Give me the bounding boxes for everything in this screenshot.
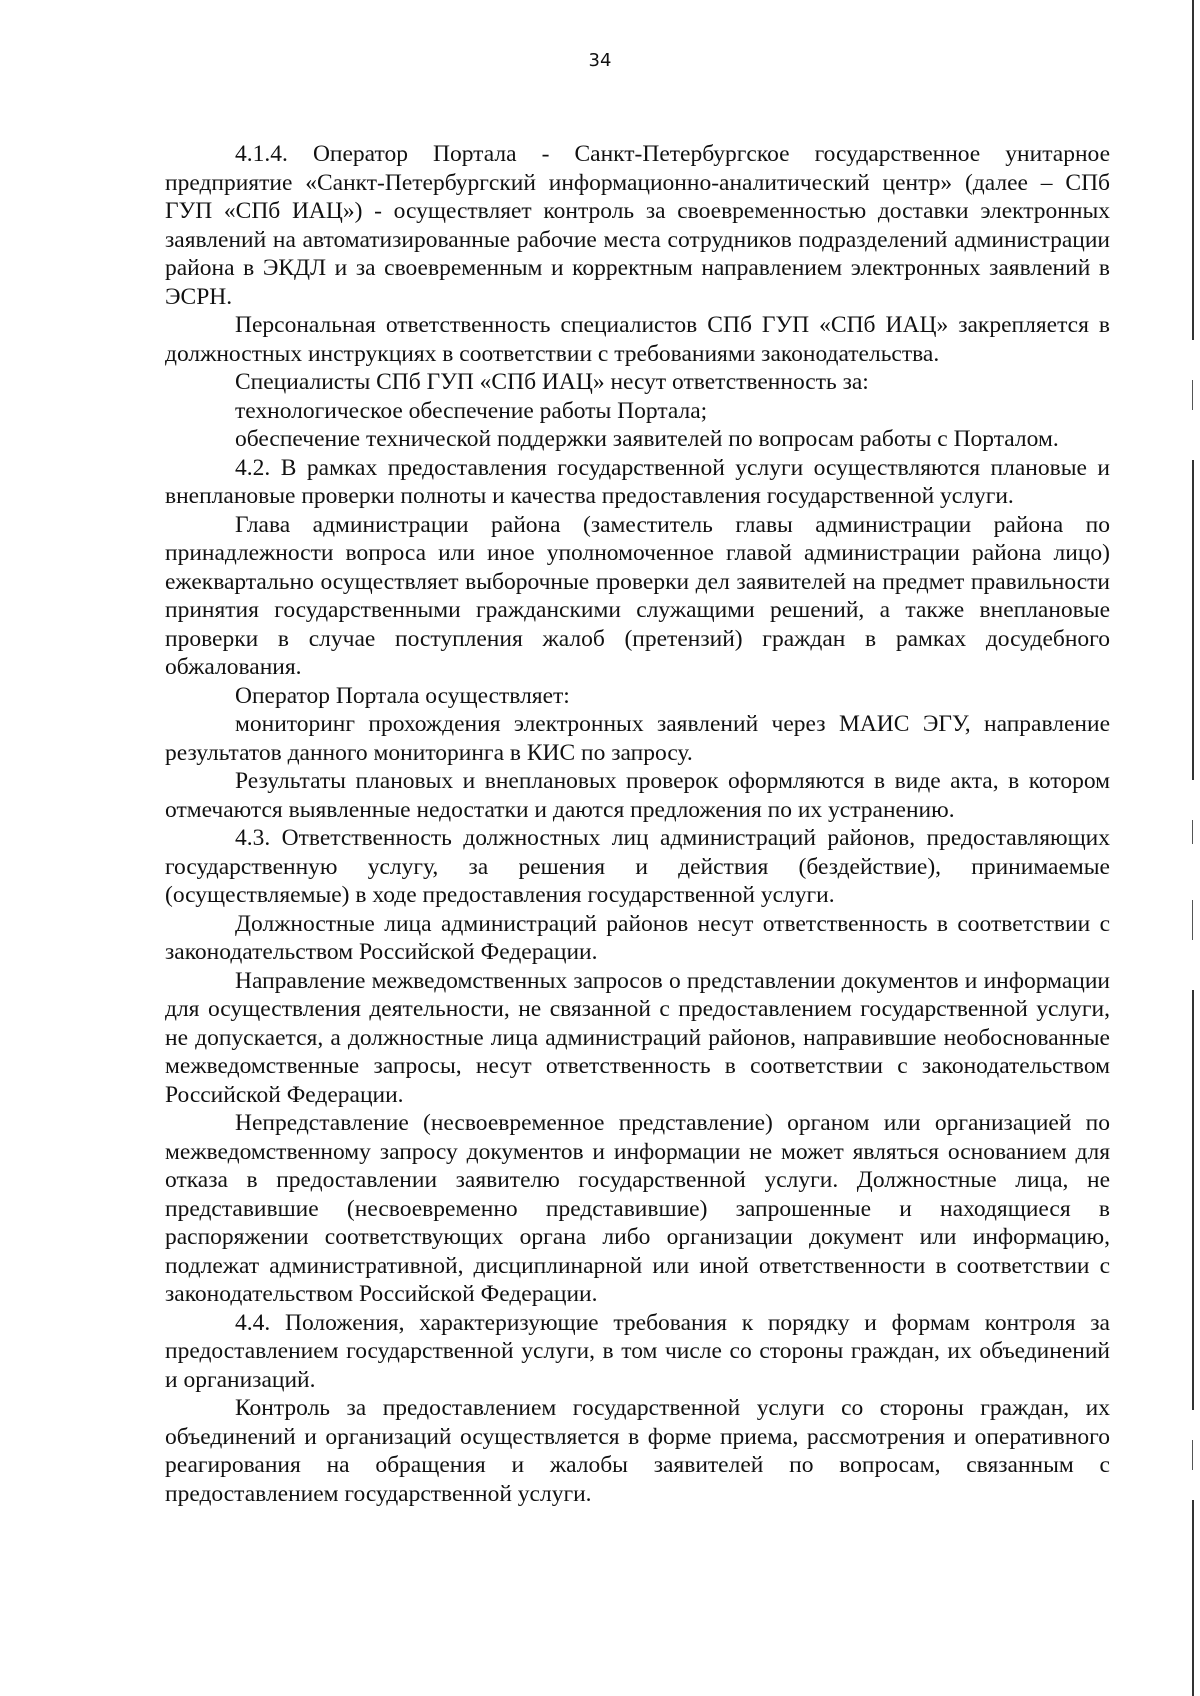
- paragraph: обеспечение технической поддержки заявителей по вопросам работы с Порталом.: [235, 426, 1059, 452]
- scan-edge-dash: [1192, 380, 1193, 410]
- paragraph: 4.1.4. Оператор Портала - Санкт-Петербургское государственное унитарное предприятие «Санкт-Петербургский информационно-аналитический центр» (далее – СПб ГУП «СПб ИАЦ») - осуществляет контроль за своевременностью доставки электронных заявлений на автоматизированные рабочие места сотрудников подразделений администрации района в ЭКДЛ и за своевременным и корректным направлением электронных заявлений в ЭСРН.: [165, 141, 1110, 310]
- scan-edge-mark: [1192, 1500, 1194, 1696]
- scan-edge-dash: [1192, 820, 1193, 844]
- scan-edge-mark: [1192, 0, 1194, 340]
- paragraph: Специалисты СПб ГУП «СПб ИАЦ» несут ответственность за:: [235, 369, 869, 395]
- paragraph: Должностные лица администраций районов несут ответственность в соответствии с законодательством Российской Федерации.: [165, 910, 1110, 965]
- paragraph: Оператор Портала осуществляет:: [235, 682, 570, 709]
- paragraph: Глава администрации района (заместитель главы администрации района по принадлежности вопроса или иное уполномоченное главой администрации района лицо) ежеквартально осуществляет выборочные проверки дел заявителей на предмет правильности принятия государственными гражданскими служащими решений, а также внеплановые проверки в случае поступления жалоб (претензий) граждан в рамках досудебного обжалования.: [165, 511, 1110, 680]
- paragraph: Контроль за предоставлением государственной услуги со стороны граждан, их объединений и организаций осуществляется в форме приема, рассмотрения и оперативного реагирования на обращения и жалобы заявителей по вопросам, связанным с предоставлением государственной услуги.: [165, 1395, 1110, 1507]
- scan-edge-dash: [1192, 900, 1193, 940]
- scan-edge-dash: [1192, 1440, 1193, 1470]
- scan-edge-mark: [1192, 990, 1194, 1410]
- paragraph: Непредставление (несвоевременное представление) органом или организацией по межведомственному запросу документов и информации не может являться основанием для отказа в предоставлении заявителю государственной услуги. Должностные лица, не представившие (несвоевременно представившие) запрошенные и находящиеся в распоряжении соответствующих органа либо организации документ или информацию, подлежат административной, дисциплинарной или иной ответственности в соответствии с законодательством Российской Федерации.: [165, 1110, 1110, 1307]
- paragraph: 4.4. Положения, характеризующие требования к порядку и формам контроля за предоставлением государственной услуги, в том числе со стороны граждан, их объединений и организаций.: [165, 1309, 1110, 1393]
- paragraph: Персональная ответственность специалистов СПб ГУП «СПб ИАЦ» закрепляется в должностных инструкциях в соответствии с требованиями законодательства.: [165, 312, 1110, 367]
- paragraph: мониторинг прохождения электронных заявлений через МАИС ЭГУ, направление результатов данного мониторинга в КИС по запросу.: [165, 711, 1110, 766]
- document-body: [165, 140, 1110, 1508]
- paragraph: 4.2. В рамках предоставления государственной услуги осуществляются плановые и внеплановые проверки полноты и качества предоставления государственной услуги.: [165, 454, 1110, 509]
- page-number: 34: [588, 50, 612, 71]
- paragraph: Результаты плановых и внеплановых проверок оформляются в виде акта, в котором отмечаются выявленные недостатки и даются предложения по их устранению.: [165, 768, 1110, 823]
- paragraph: Направление межведомственных запросов о представлении документов и информации для осуществления деятельности, не связанной с предоставлением государственной услуги, не допускается, а должностные лица администраций районов, направившие необоснованные межведомственные запросы, несут ответственность в соответствии с законодательством Российской Федерации.: [165, 967, 1110, 1108]
- paragraph: 4.3. Ответственность должностных лиц администраций районов, предоставляющих государственную услугу, за решения и действия (бездействие), принимаемые (осуществляемые) в ходе предоставления государственной услуги.: [165, 825, 1110, 908]
- paragraph: технологическое обеспечение работы Портала;: [235, 397, 708, 424]
- scan-edge-mark: [1192, 460, 1194, 780]
